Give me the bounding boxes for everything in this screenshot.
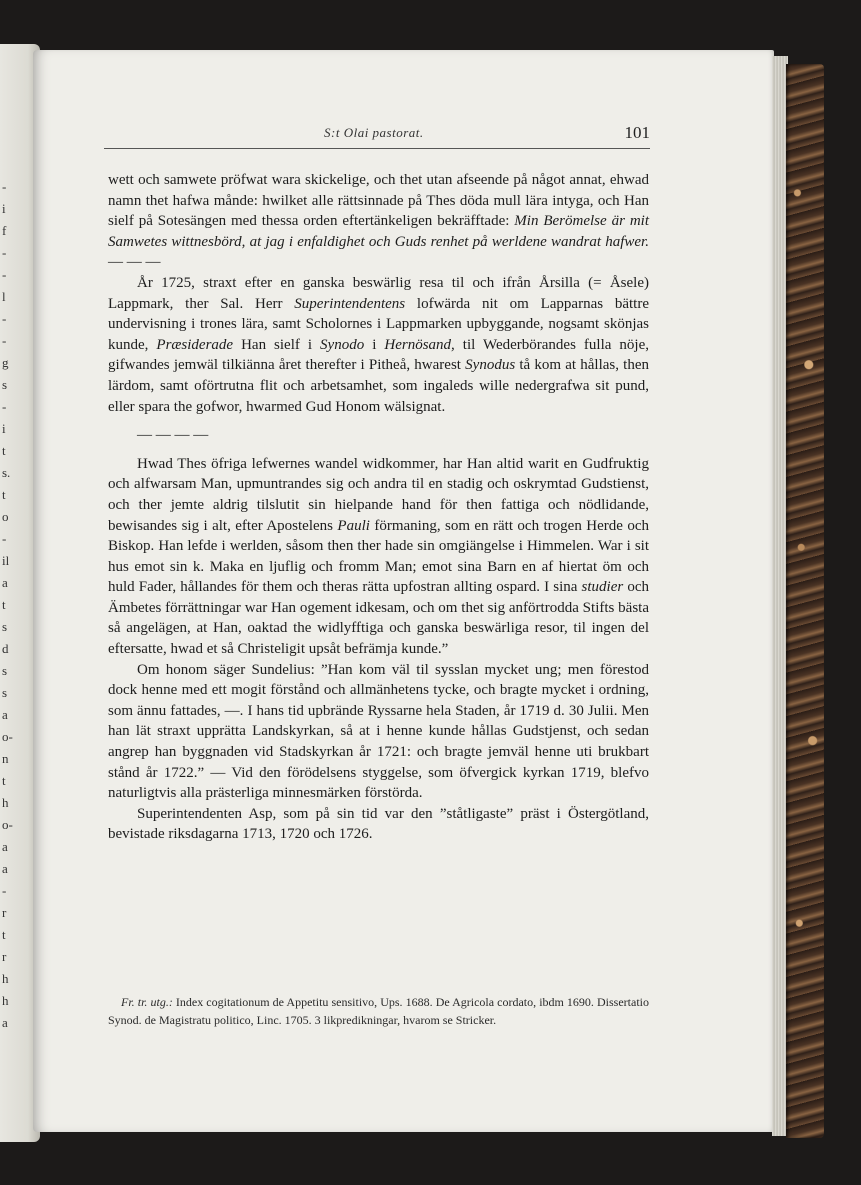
text-run: — — — xyxy=(108,254,161,271)
paragraph xyxy=(108,804,649,845)
text-run: Superintendenten Asp, som på sin tid var den ”ståtligaste” präst i Östergötland, bevistade riksdagarna 1713, 1720 och 1726. xyxy=(108,805,649,843)
italic-text: Præsiderade xyxy=(156,336,234,353)
facing-page-fragment: o- xyxy=(2,729,13,744)
italic-text: Min Berömelse är mit Samwetes wittnesbörd, at jag i enfaldighet och Guds renhet på werldene wandrat hafwer. xyxy=(108,213,649,250)
paragraph xyxy=(108,273,649,417)
facing-page-fragment: a xyxy=(2,1015,8,1030)
text-run: tå kom at hållas, then lärdom, samt oförtrutna flit och arbetsamhet, som ingaleds wille nedergrafwa sit pund, eller spara the gofwor, hwarmed Gud Honom wälsignat. xyxy=(108,357,649,415)
facing-page-fragment: h xyxy=(2,795,9,810)
facing-page-fragment: s xyxy=(2,619,8,634)
facing-page-fragment: - xyxy=(2,311,7,326)
italic-text: Superintendentens xyxy=(294,295,406,312)
facing-page-fragment: - xyxy=(2,245,7,260)
facing-page-fragment: i xyxy=(2,421,6,436)
facing-page-fragment: il xyxy=(2,553,10,568)
facing-page-fragment: a xyxy=(2,861,8,876)
facing-page-fragment: n xyxy=(2,751,9,766)
text-run: Hwad Thes öfriga lefwernes wandel widkommer, har Han altid warit en Gudfruktig och alfwarsam Man, upmuntrandes sig och andra til en stadig och oskrymtad Gudstienst, och ther jemte aldrig tilslutit sin hielpande hand för then fattiga och nödlidande, bewisandes sig i alt, efter Apostelens xyxy=(108,455,649,534)
page-header xyxy=(104,123,650,147)
facing-page-fragment: s xyxy=(2,663,8,678)
facing-page-fragment: g xyxy=(2,355,9,370)
facing-page-fragment: t xyxy=(2,443,6,458)
footnote xyxy=(108,993,649,1029)
paragraph xyxy=(108,454,649,660)
facing-page-fragment: t xyxy=(2,927,6,942)
italic-text: Fr. tr. utg.: xyxy=(121,995,173,1009)
facing-page-fragment: t xyxy=(2,597,6,612)
italic-text: Hernösand, xyxy=(384,336,455,353)
running-head: S:t Olai pastorat. xyxy=(324,125,424,140)
facing-page-fragment: - xyxy=(2,267,7,282)
text-run: Han sielf i xyxy=(233,336,321,353)
header-rule xyxy=(104,148,650,149)
facing-page-fragment: - xyxy=(2,333,7,348)
facing-page-fragment: a xyxy=(2,839,8,854)
facing-page-fragment: o- xyxy=(2,817,13,832)
facing-page-fragment: d xyxy=(2,641,9,656)
text-run: och Ämbetes förrättningar war Han ogement idkesam, och om thet sig anförtrodda Stifts bästa så angelägen, at Han, oaktad the widlyfftiga och ganska beswärliga resor, til ingen del eftersatte, hwad et så Christeligit upsåt befrämja kunde.” xyxy=(108,579,649,658)
facing-page-fragment: - xyxy=(2,883,7,898)
facing-page-fragment: t xyxy=(2,487,6,502)
facing-page-fragment: h xyxy=(2,971,9,986)
facing-page-fragment: f xyxy=(2,223,7,238)
facing-page-fragment: r xyxy=(2,905,7,920)
italic-text: Synodo xyxy=(320,336,365,353)
facing-page-fragment: - xyxy=(2,179,7,194)
footnote-text xyxy=(108,993,649,1029)
text-run: til Wederbörandes fulla nöje, gifwandes jemwäl tilkiänna året therefter i Pitheå, hwarest xyxy=(108,336,649,374)
text-run: lofwärda nit om Lapparnas bättre undervisning i trones lära, samt Scholornes i Lappmarken upbyggande, nogsamt skönjas kunde, xyxy=(108,295,650,353)
facing-page-fragment: o xyxy=(2,509,9,524)
text-run: Om honom säger Sundelius: ”Han kom väl til sysslan mycket ung; men förestod dock henne med ett mogit förstånd och allmänhetens tycke, och bragte mycket i ordning, som ännu fattades, —. I hans tid upbrände Ryssarne hela Staden, år 1719 d. 30 Julii. Men han lät straxt upprätta Landskyrkan, så at i henne kunde hållas Gudstjenst, och sedan angrep han byggnaden vid Stadskyrkan år 1721: och bragte jemväl henne uti brukbart stånd år 1722.” — Vid den förödelsens styggelse, som öfvergick kyrkan 1719, blefvo naturligtvis alla prästerliga minnesmärken förstörda. xyxy=(108,661,649,802)
text-run: i xyxy=(364,336,385,353)
facing-page-fragment: s. xyxy=(2,465,11,480)
facing-page-fragment: a xyxy=(2,707,8,722)
italic-text: studier xyxy=(581,579,624,596)
facing-page-fragment: l xyxy=(2,289,6,304)
text-run: År 1725, straxt efter en ganska beswärlig resa til och ifrån Årsilla (= Åsele) Lappmark, ther Sal. Herr xyxy=(108,274,649,312)
facing-page-fragment: - xyxy=(2,531,7,546)
section-dashes xyxy=(108,425,649,446)
text-run: Index cogitationum de Appetitu sensitivo, Ups. 1688. De Agricola cordato, ibdm 1690. Dissertatio Synod. de Magistratu politico, Linc. 1705. 3 likpredikningar, hvarom se Stricker. xyxy=(108,995,649,1027)
facing-page-fragment: s xyxy=(2,377,8,392)
facing-page-fragment: r xyxy=(2,949,7,964)
paragraph xyxy=(108,170,649,273)
facing-page-fragment: s xyxy=(2,685,8,700)
text-run: förmaning, som en rätt och trogen Herde och Biskop. Han lefde i werlden, såsom then ther hade sin omgiängelse i Himmelen. War i sit hus emot sin k. Maka en ljuflig och fromm Man; emot sina Barn en af hiertat öm och huld Fader, hållandes för them och theras rätta upfostran allting ospard. I sina xyxy=(108,517,649,596)
page-number: 101 xyxy=(624,123,650,142)
facing-page-fragment: i xyxy=(2,201,6,216)
facing-page-fragment: h xyxy=(2,993,9,1008)
marbled-edge xyxy=(786,64,824,1138)
facing-page-fragment: - xyxy=(2,399,7,414)
text-run: wett och samwete pröfwat wara skickelige, och thet utan afseende på något annat, ehwad namn thet hafwa månde: hwilket alle rättsinnade på Thes döda mull lära intyga, och Han sielf på Sotesängen med thessa orden eftertänkeligen bekräfftade: xyxy=(108,172,649,230)
italic-text: Synodus xyxy=(465,357,516,374)
facing-page-fragment: a xyxy=(2,575,8,590)
facing-page-fragment: t xyxy=(2,773,6,788)
italic-text: Pauli xyxy=(337,517,370,534)
text-run: — — — — xyxy=(137,427,209,444)
paragraph xyxy=(108,660,649,804)
body-text xyxy=(108,170,649,845)
